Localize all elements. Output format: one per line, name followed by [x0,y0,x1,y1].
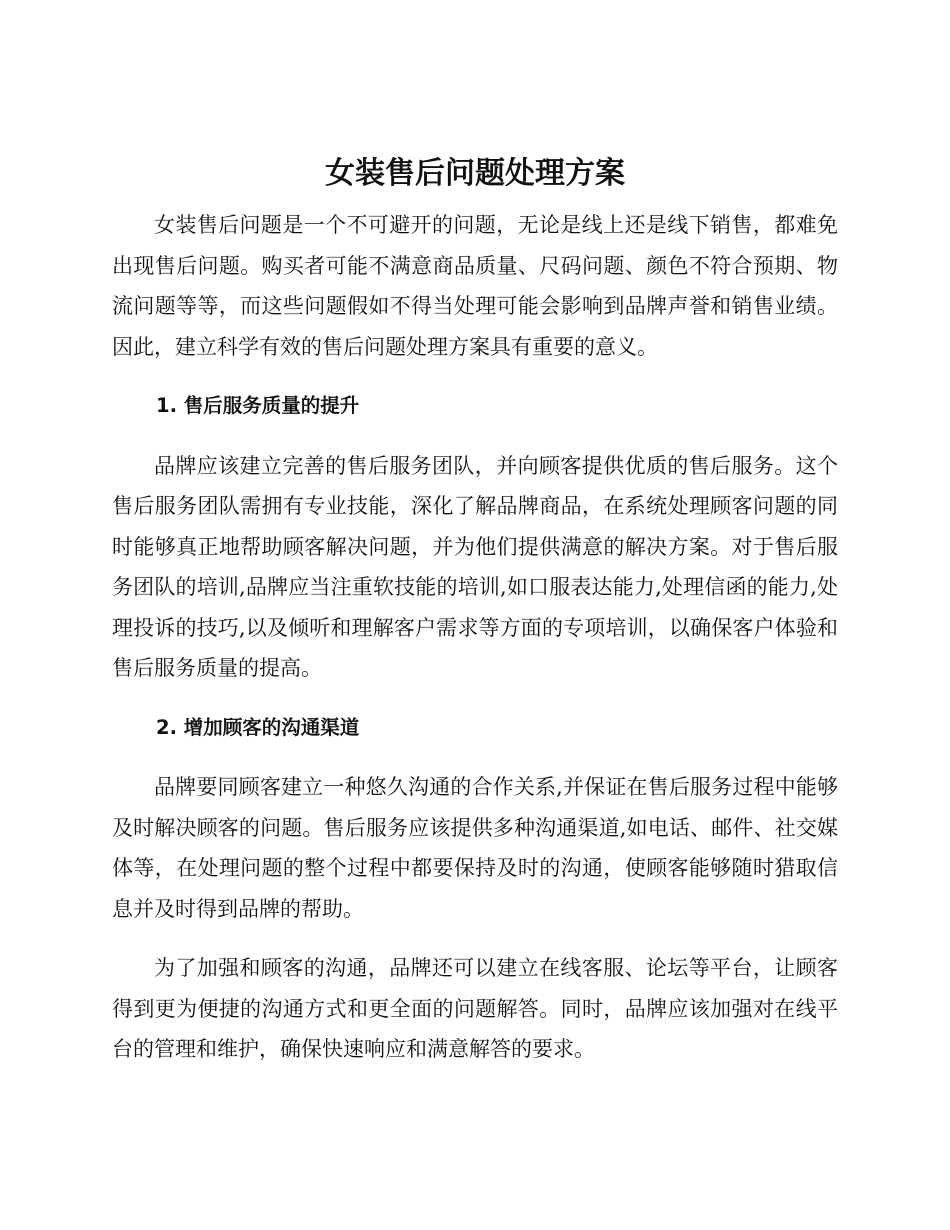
section-paragraph: 为了加强和顾客的沟通，品牌还可以建立在线客服、论坛等平台，让顾客得到更为便捷的沟通方式和更全面的问题解答。同时，品牌应该加强对在线平台的管理和维护，确保快速响应和满意解答的要求。 [112,956,838,1061]
section-paragraph: 品牌要同顾客建立一种悠久沟通的合作关系,并保证在售后服务过程中能够及时解决顾客的问题。售后服务应该提供多种沟通渠道,如电话、邮件、社交媒体等，在处理问题的整个过程中都要保持及时的沟通，使顾客能够随时猎取信息并及时得到品牌的帮助。 [112,775,838,921]
document-page [112,145,838,1089]
section-2 [112,708,838,1070]
section-1 [112,386,838,689]
section-heading: 2. 增加顾客的沟通渠道 [156,715,360,739]
section-paragraph: 品牌应该建立完善的售后服务团队，并向顾客提供优质的售后服务。这个售后服务团队需拥有专业技能，深化了解品牌商品，在系统处理顾客问题的同时能够真正地帮助顾客解决问题，并为他们提供满意的解决方案。对于售后服务团队的培训,品牌应当注重软技能的培训,如口服表达能力,处理信函的能力,处理投诉的技巧,以及倾听和理解客户需求等方面的专项培训，以确保客户体验和售后服务质量的提高。 [112,453,838,680]
intro-paragraph: 女装售后问题是一个不可避开的问题，无论是线上还是线下销售，都难免出现售后问题。购买者可能不满意商品质量、尺码问题、颜色不符合预期、物流问题等等，而这些问题假如不得当处理可能会影响到品牌声誉和销售业绩。因此，建立科学有效的售后问题处理方案具有重要的意义。 [112,213,838,359]
section-heading: 1. 售后服务质量的提升 [156,394,360,417]
document-title: 女装售后问题处理方案 [325,156,625,191]
